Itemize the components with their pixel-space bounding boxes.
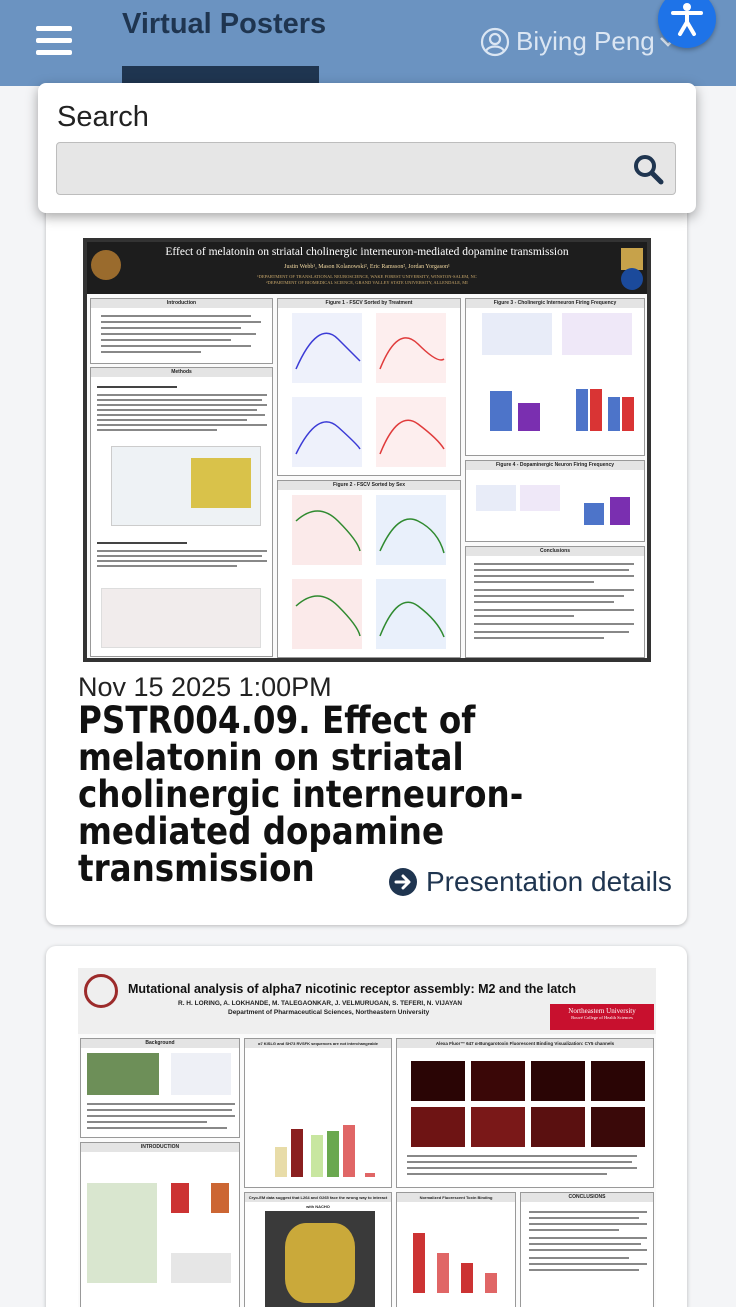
user-name: Biying Peng (516, 26, 655, 56)
poster-dept: ¹DEPARTMENT OF TRANSLATIONAL NEUROSCIENCE, WAKE FOREST UNIVERSITY, WINSTON-SALEM, NC (257, 274, 477, 279)
university-seal (84, 974, 118, 1008)
poster-figure: Figure 1 - FSCV Sorted by Treatment (277, 298, 461, 476)
university-logo (621, 248, 643, 270)
user-menu[interactable] (480, 26, 683, 57)
poster-figure: Normalized Fluorescent Toxin Binding (396, 1192, 516, 1307)
poster-header (78, 968, 656, 1034)
poster-dept: Department of Pharmaceutical Sciences, Northeastern University (228, 1009, 430, 1016)
poster-figure: α7 KISLG and SH73 RVSFK sequences are not interchangeable (244, 1038, 392, 1188)
app-title[interactable]: Virtual Posters (122, 8, 327, 40)
poster-authors: R. H. LORING, A. LOKHANDE, M. TALEGAONKAR, J. VELMURUGAN, S. TEFERI, N. VIJAYAN (178, 1000, 463, 1007)
poster-dept: ²DEPARTMENT OF BIOMEDICAL SCIENCE, GRAND VALLEY STATE UNIVERSITY, ALLENDALE, MI (266, 280, 468, 285)
poster-section: INTRODUCTION (80, 1142, 240, 1307)
search-box (56, 142, 676, 195)
presentation-details-link[interactable] (388, 866, 672, 898)
presentation-date: Nov 15 2025 1:00PM (78, 672, 332, 702)
lab-logo (91, 250, 121, 280)
poster-section: Introduction (90, 298, 273, 364)
poster-card[interactable] (46, 946, 687, 1307)
poster-authors: Justin Webb¹, Mason Kolanowski², Eric Ramsson², Jordan Yorgason¹ (284, 264, 450, 270)
poster-section: Methods (90, 367, 273, 657)
poster-title[interactable]: PSTR004.09. Effect of melatonin on striatal cholinergic interneuron-mediated dopamine transmission (78, 699, 524, 890)
user-icon (480, 27, 510, 57)
poster-figure: Figure 2 - FSCV Sorted by Sex (277, 480, 461, 658)
poster-thumbnail[interactable] (83, 238, 651, 662)
poster-heading: Effect of melatonin on striatal cholinergic interneuron-mediated dopamine transmission (165, 246, 569, 258)
poster-figure: Figure 3 - Cholinergic Interneuron Firing Frequency (465, 298, 645, 456)
poster-header (87, 242, 647, 294)
university-logo (621, 268, 643, 290)
poster-figure: Alexa Fluor™ 647 α-Bungarotoxin Fluorescent Binding Visualization: CY5 channels (396, 1038, 654, 1188)
arrow-right-circle-icon (388, 867, 418, 897)
poster-section: Background (80, 1038, 240, 1138)
search-input[interactable] (65, 153, 625, 185)
search-button[interactable] (631, 152, 665, 186)
poster-section: CONCLUSIONS (520, 1192, 654, 1307)
poster-section: Conclusions (465, 546, 645, 658)
poster-figure: Figure 4 - Dopaminergic Neuron Firing Frequency (465, 460, 645, 542)
top-bar (0, 0, 736, 86)
presentation-details-label: Presentation details (426, 866, 672, 897)
poster-figure: Cryo-EM data suggest that L264 and G265 face the wrong way to interact with NACHO (244, 1192, 392, 1307)
accessibility-icon (668, 0, 706, 38)
search-icon (631, 152, 665, 186)
poster-card[interactable] (46, 180, 687, 925)
poster-thumbnail[interactable] (78, 968, 656, 1307)
search-panel (38, 83, 696, 213)
hamburger-menu-icon[interactable] (36, 26, 72, 56)
institution-logo: Northeastern University Bouvé College of Health Sciences (550, 1004, 654, 1030)
search-label: Search (57, 101, 149, 133)
poster-heading: Mutational analysis of alpha7 nicotinic receptor assembly: M2 and the latch (128, 982, 577, 996)
